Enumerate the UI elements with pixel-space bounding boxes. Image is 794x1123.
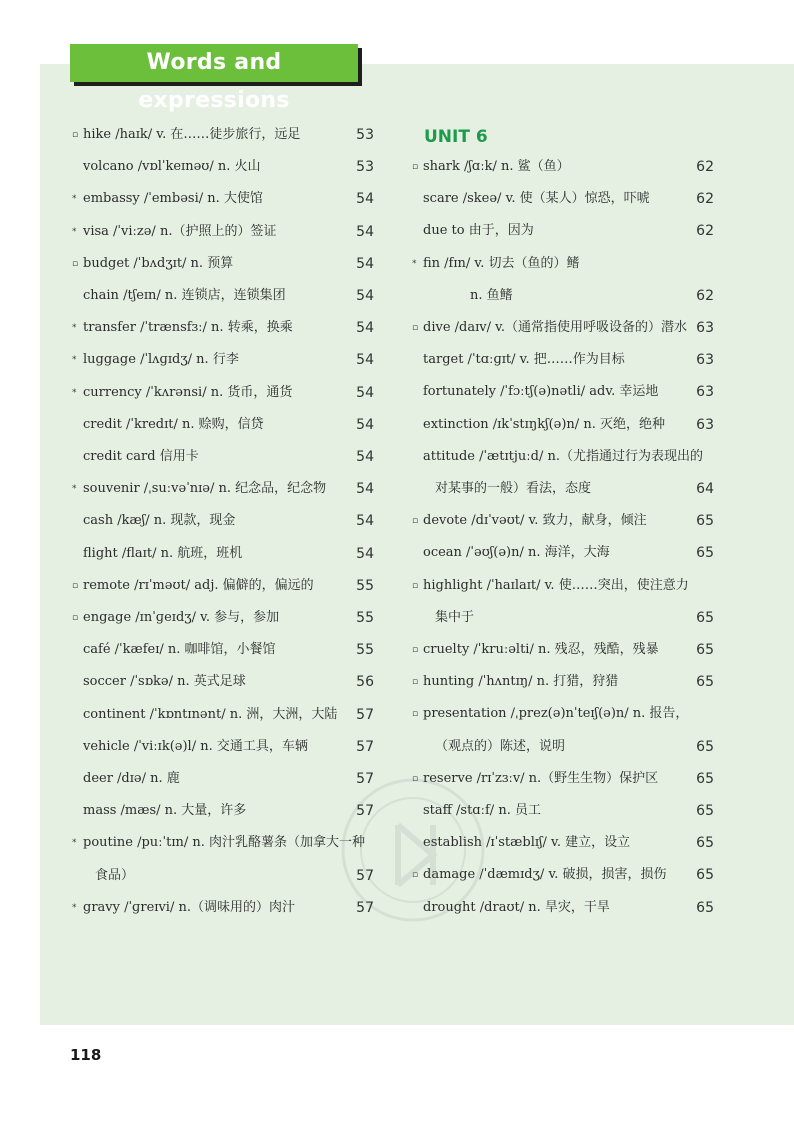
vocab-entry: shark /ʃɑːk/ n. 鲨（鱼） — [423, 159, 570, 174]
page-reference: 54 — [356, 191, 374, 208]
page-reference: 54 — [356, 545, 374, 562]
page-reference: 54 — [356, 223, 374, 240]
vocab-entry: dive /daɪv/ v.（通常指使用呼吸设备的）潜水 — [423, 320, 688, 335]
vocab-entry: devote /dɪˈvəʊt/ v. 致力，献身，倾注 — [423, 513, 647, 529]
page-reference: 57 — [356, 867, 374, 884]
page-reference: 55 — [356, 610, 374, 626]
publisher-seal-watermark — [338, 770, 488, 940]
vocab-entry: vehicle /ˈviːɪk(ə)l/ n. 交通工具，车辆 — [83, 738, 308, 754]
vocab-entry: visa /ˈviːzə/ n.（护照上的）签证 — [83, 223, 277, 239]
star-marker-icon: * — [72, 355, 77, 366]
page-reference: 53 — [356, 127, 374, 143]
star-marker-icon: * — [72, 194, 77, 205]
vocab-entry: café /ˈkæfeɪ/ n. 咖啡馆，小餐馆 — [83, 642, 276, 658]
page-reference: 57 — [356, 803, 374, 820]
page-reference: 65 — [696, 513, 714, 530]
vocab-entry: reserve /rɪˈzɜːv/ n.（野生生物）保护区 — [423, 770, 659, 786]
star-marker-icon: * — [72, 226, 77, 237]
page-reference: 65 — [696, 609, 714, 626]
vocab-entry: n. 鱼鳍 — [470, 287, 513, 303]
page-reference: 65 — [696, 738, 714, 755]
vocab-entry: ocean /ˈəʊʃ(ə)n/ n. 海洋，大海 — [423, 545, 610, 561]
vocab-entry: cruelty /ˈkruːəlti/ n. 残忍，残酷，残暴 — [423, 642, 659, 657]
page-reference: 54 — [356, 384, 374, 401]
vocab-entry: chain /tʃeɪn/ n. 连锁店，连锁集团 — [83, 288, 286, 303]
page-reference: 55 — [356, 577, 374, 594]
page-reference: 54 — [356, 352, 374, 369]
vocab-entry: deer /dɪə/ n. 鹿 — [83, 771, 180, 786]
vocab-entry: mass /mæs/ n. 大量，许多 — [83, 803, 247, 819]
square-marker-icon: ▫ — [72, 613, 79, 623]
vocab-entry: flight /flaɪt/ n. 航班，班机 — [83, 545, 243, 561]
page-reference: 62 — [696, 191, 714, 208]
vocab-entry: damage /ˈdæmɪdʒ/ v. 破损，损害，损伤 — [423, 867, 667, 883]
page-reference: 54 — [356, 288, 374, 304]
vocab-entry: fortunately /ˈfɔːtʃ(ə)nətli/ adv. 幸运地 — [423, 384, 659, 400]
vocab-entry: presentation /ˌprez(ə)nˈteɪʃ(ə)n/ n. 报告， — [423, 706, 689, 722]
vocab-entry: staff /stɑːf/ n. 员工 — [423, 803, 541, 818]
vocab-entry: gravy /ˈɡreɪvi/ n.（调味用的）肉汁 — [83, 899, 295, 915]
star-marker-icon: * — [412, 258, 417, 269]
page-reference: 62 — [696, 223, 714, 240]
vocab-entry: 对某事的一般）看法，态度 — [435, 481, 592, 496]
vocab-entry: attitude /ˈætɪtjuːd/ n.（尤指通过行为表现出的 — [423, 448, 704, 464]
page-reference: 54 — [356, 255, 374, 272]
vocab-entry: 食品） — [95, 867, 135, 883]
vocab-entry: scare /skeə/ v. 使（某人）惊恐，吓唬 — [423, 191, 650, 207]
page-reference: 65 — [696, 867, 714, 884]
page-reference: 54 — [356, 449, 374, 465]
star-marker-icon: * — [72, 838, 77, 849]
square-marker-icon: ▫ — [412, 677, 419, 688]
page-reference: 65 — [696, 642, 714, 658]
page-reference: 63 — [696, 416, 714, 433]
vocab-entry: luggage /ˈlʌɡɪdʒ/ n. 行李 — [83, 352, 239, 368]
page-reference: 53 — [356, 159, 374, 176]
vocab-entry: poutine /puːˈtɪn/ n. 肉汁乳酪薯条（加拿大一种 — [83, 835, 366, 851]
vocab-entry: volcano /vɒlˈkeɪnəʊ/ n. 火山 — [83, 159, 261, 175]
vocab-entry: remote /rɪˈməʊt/ adj. 偏僻的，偏远的 — [83, 577, 314, 593]
vocab-entry: extinction /ɪkˈstɪŋkʃ(ə)n/ n. 灭绝，绝种 — [423, 416, 665, 432]
page-reference: 65 — [696, 899, 714, 916]
page-number: 118 — [70, 1046, 102, 1064]
page-reference: 54 — [356, 481, 374, 498]
page-reference: 57 — [356, 899, 374, 916]
page-reference: 65 — [696, 674, 714, 691]
page-reference: 57 — [356, 771, 374, 787]
page-reference: 63 — [696, 352, 714, 369]
vocab-entry: credit /ˈkredɪt/ n. 赊购，信贷 — [83, 416, 264, 432]
section-title: Words and expressions — [70, 44, 358, 82]
vocab-entry: drought /draʊt/ n. 旱灾，干旱 — [423, 899, 610, 915]
vocab-entry: souvenir /ˌsuːvəˈnɪə/ n. 纪念品，纪念物 — [83, 481, 327, 497]
vocab-entry: credit card 信用卡 — [83, 449, 199, 464]
unit-heading: UNIT 6 — [424, 127, 488, 147]
page-reference: 65 — [696, 835, 714, 852]
page-reference: 54 — [356, 513, 374, 530]
square-marker-icon: ▫ — [412, 162, 419, 172]
page-reference: 65 — [696, 770, 714, 787]
square-marker-icon: ▫ — [412, 323, 419, 333]
page-reference: 54 — [356, 416, 374, 433]
page-reference: 63 — [696, 320, 714, 336]
square-marker-icon: ▫ — [412, 516, 419, 527]
vocab-entry: engage /ɪnˈɡeɪdʒ/ v. 参与，参加 — [83, 610, 280, 625]
vocab-entry: highlight /ˈhaɪlaɪt/ v. 使……突出，使注意力 — [423, 577, 689, 593]
vocab-entry: continent /ˈkɒntɪnənt/ n. 洲，大洲，大陆 — [83, 706, 338, 722]
vocab-entry: soccer /ˈsɒkə/ n. 英式足球 — [83, 674, 246, 690]
vocab-entry: due to 由于，因为 — [423, 223, 534, 239]
square-marker-icon: ▫ — [412, 870, 419, 881]
star-marker-icon: * — [72, 484, 77, 495]
star-marker-icon: * — [72, 387, 77, 398]
vocab-entry: establish /ɪˈstæblɪʃ/ v. 建立，设立 — [423, 835, 631, 851]
vocab-entry: hunting /ˈhʌntɪŋ/ n. 打猎，狩猎 — [423, 674, 619, 690]
page-reference: 65 — [696, 545, 714, 562]
square-marker-icon: ▫ — [72, 258, 79, 269]
star-marker-icon: * — [72, 323, 77, 334]
square-marker-icon: ▫ — [72, 130, 79, 140]
square-marker-icon: ▫ — [72, 580, 79, 591]
page-reference: 57 — [356, 738, 374, 755]
page-reference: 65 — [696, 803, 714, 819]
square-marker-icon: ▫ — [412, 773, 419, 784]
vocab-entry: embassy /ˈembəsi/ n. 大使馆 — [83, 191, 263, 207]
vocab-entry: 集中于 — [435, 609, 475, 625]
vocab-entry: transfer /ˈtrænsfɜː/ n. 转乘，换乘 — [83, 320, 293, 336]
square-marker-icon: ▫ — [412, 709, 419, 720]
vocab-entry: currency /ˈkʌrənsi/ n. 货币，通货 — [83, 384, 293, 400]
star-marker-icon: * — [72, 902, 77, 913]
vocab-entry: fin /fɪn/ v. 切去（鱼的）鳍 — [423, 255, 580, 271]
vocab-entry: budget /ˈbʌdʒɪt/ n. 预算 — [83, 255, 234, 271]
page-reference: 62 — [696, 287, 714, 304]
page-reference: 57 — [356, 706, 374, 723]
square-marker-icon: ▫ — [412, 645, 419, 655]
page-reference: 62 — [696, 159, 714, 175]
page-reference: 56 — [356, 674, 374, 691]
vocab-entry: （观点的）陈述，说明 — [435, 738, 566, 754]
square-marker-icon: ▫ — [412, 580, 419, 591]
page-reference: 54 — [356, 320, 374, 337]
page-reference: 63 — [696, 384, 714, 401]
vocab-entry: target /ˈtɑːɡɪt/ v. 把……作为目标 — [423, 352, 625, 368]
vocab-entry: hike /haɪk/ v. 在……徒步旅行，远足 — [83, 127, 301, 142]
page-reference: 64 — [696, 481, 714, 497]
vocab-entry: cash /kæʃ/ n. 现款，现金 — [83, 513, 236, 529]
page-reference: 55 — [356, 642, 374, 659]
